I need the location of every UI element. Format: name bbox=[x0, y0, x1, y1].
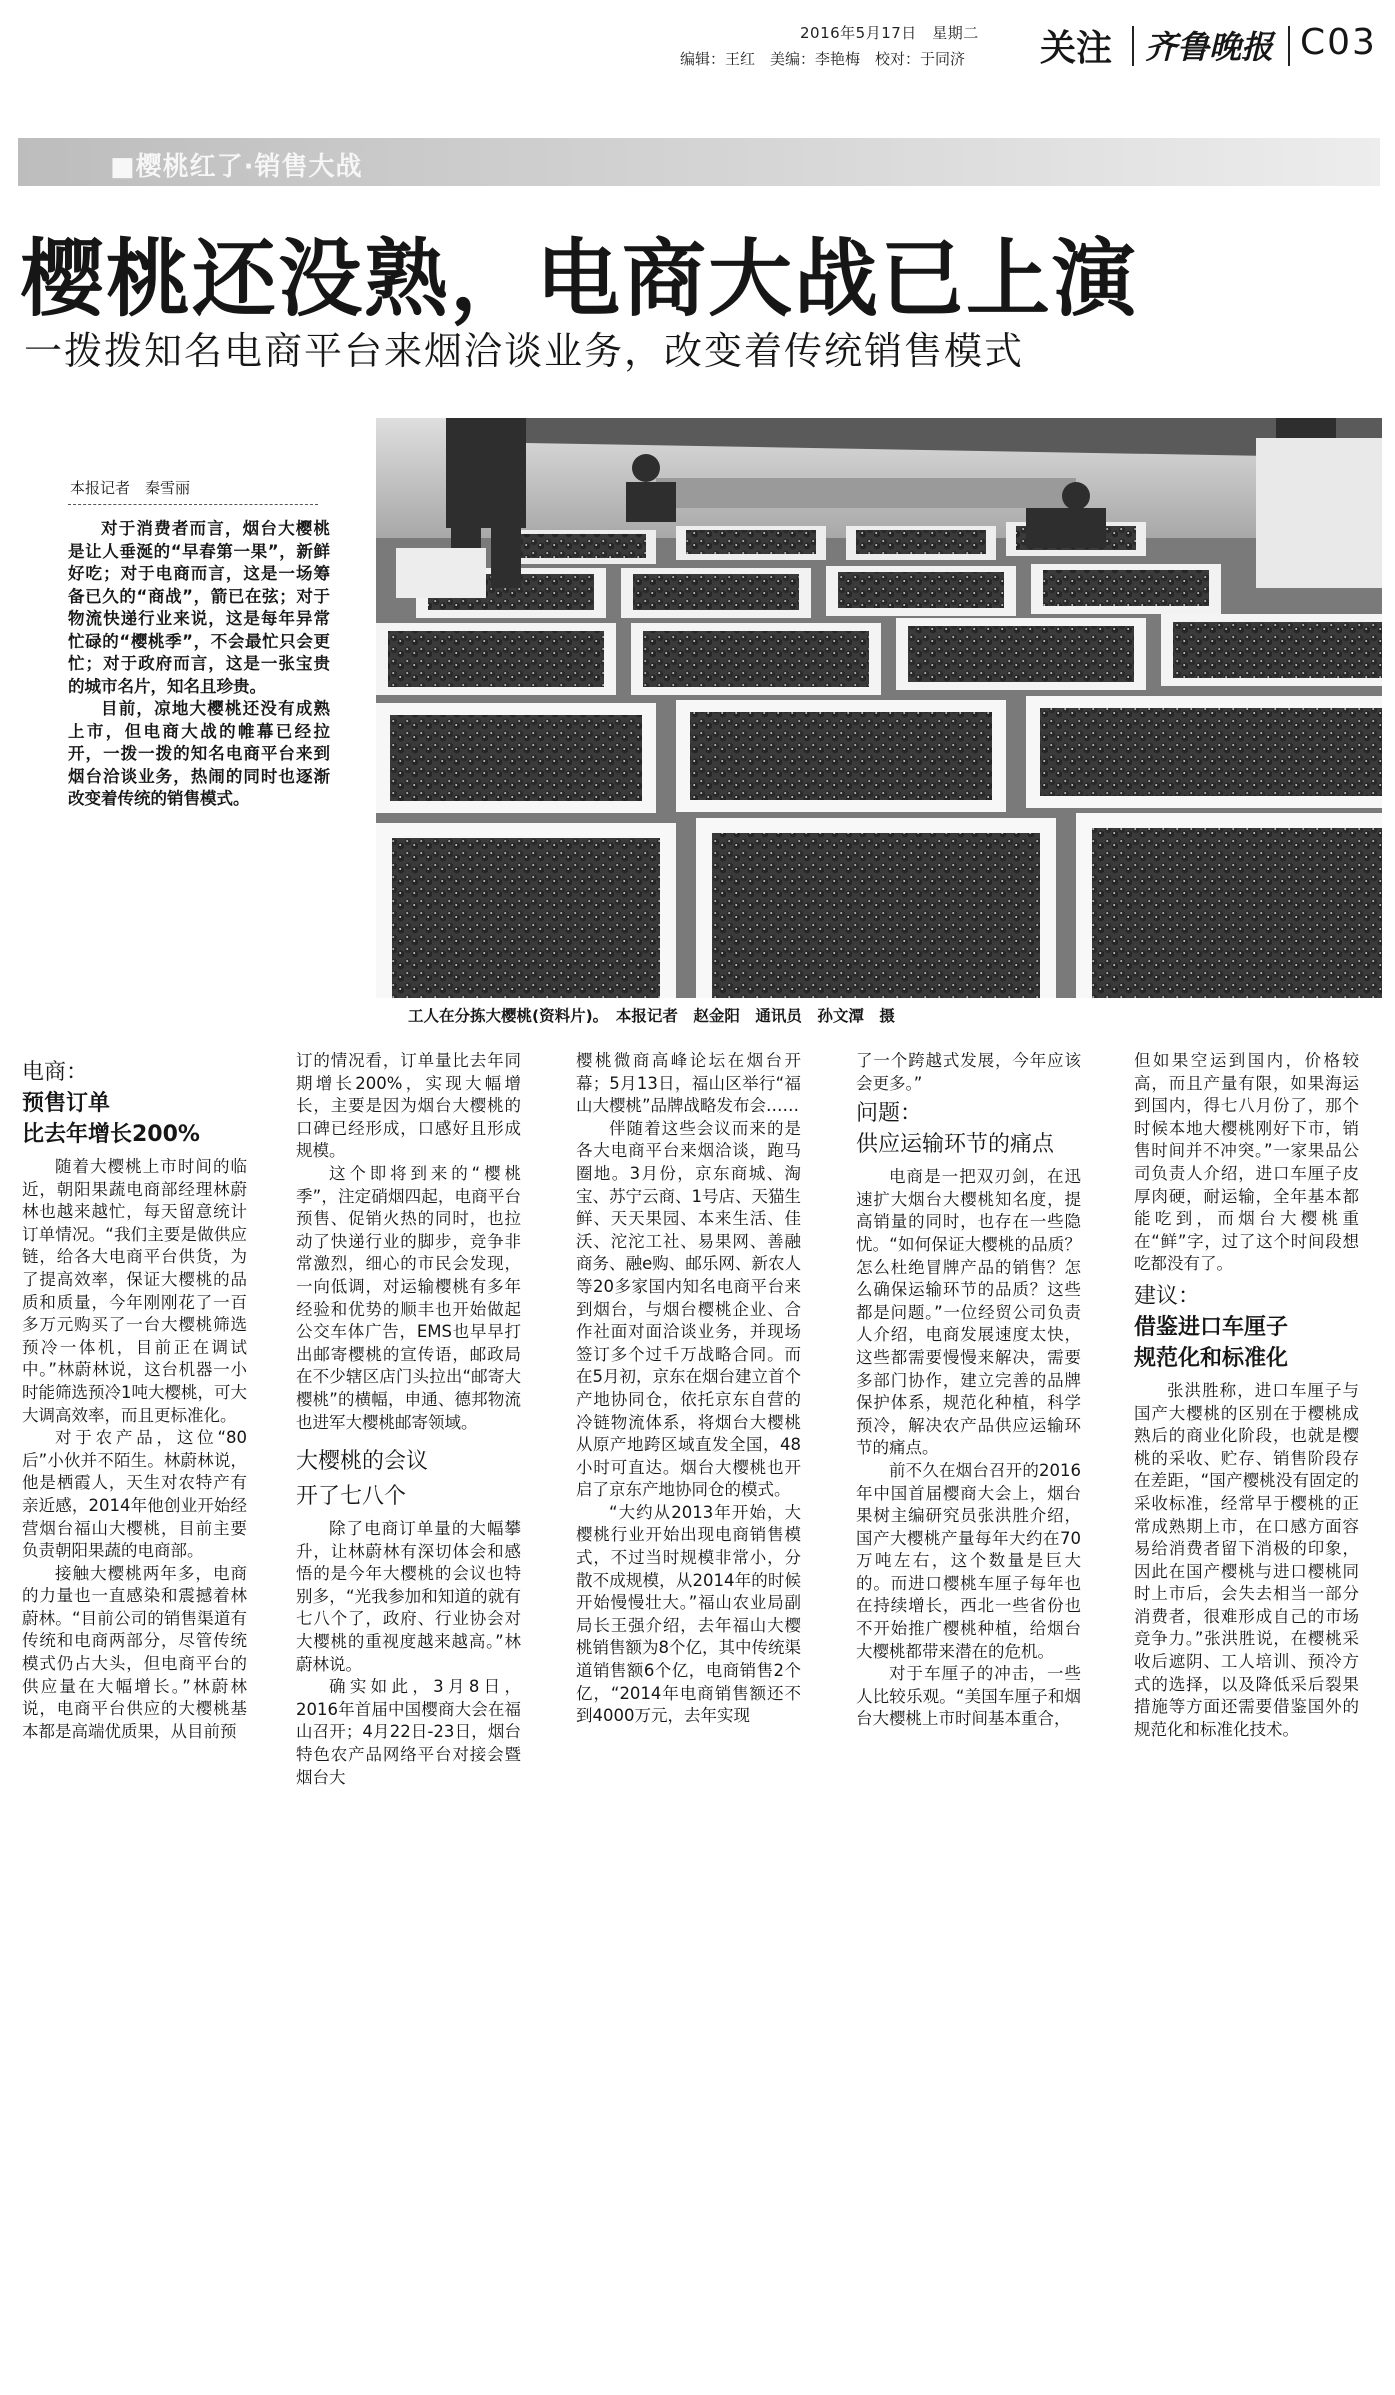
section-kicker: 电商： bbox=[22, 1060, 89, 1085]
body-paragraph: 张洪胜称，进口车厘子与国产大樱桃的区别在于樱桃成熟后的商业化阶段，也就是樱桃的采收、贮存、销售阶段存在差距，“国产樱桃没有固定的采收标准，经常早于樱桃的正常成熟期上市，在口感方面容易给消费者留下消极的印象，因此在国产樱桃与进口樱桃同时上市后，会失去相当一部分消费者，很难形成自己的市场竞争力。”张洪胜说，在樱桃采收后遮阴、工人培训、预冷方式的选择，以及降低采后裂果措施等方面还需要借鉴国外的规范化和标准化技术。 bbox=[1134, 1380, 1359, 1739]
body-paragraph: 确实如此，3月8日，2016年首届中国樱商大会在福山召开；4月22日-23日，烟台特色农产品网络平台对接会暨烟台大 bbox=[296, 1677, 521, 1787]
headline: 樱桃还没熟，电商大战已上演 bbox=[20, 229, 1139, 328]
section-heading: 开了七八个 bbox=[296, 1484, 407, 1510]
section-heading: 大樱桃的会议 bbox=[296, 1449, 429, 1475]
page-number: C03 bbox=[1300, 22, 1377, 63]
editor-credits: 编辑：王红 美编：李艳梅 校对：于同济 bbox=[680, 50, 966, 68]
lead-paragraphs bbox=[68, 518, 330, 811]
byline: 本报记者 秦雪丽 bbox=[70, 479, 191, 497]
article-column-4 bbox=[856, 1050, 1081, 1731]
body-paragraph: 伴随着这些会议而来的是各大电商平台来烟洽谈，跑马圈地。3月份，京东商城、淘宝、苏宁云商、1号店、天猫生鲜、天天果园、本来生活、佳沃、沱沱工社、易果网、善融商务、融e购、邮乐网、新农人等20多家国内知名电商平台来到烟台，与烟台樱桃企业、合作社面对面洽谈业务，并现场签订多个过千万战略合同。而在5月初，京东在烟台建立首个产地协同仓，依托京东自营的冷链物流体系，将烟台大樱桃从原产地跨区域直发全国，48小时可直达。烟台大樱桃也开启了京东产地协同仓的模式。 bbox=[576, 1118, 801, 1500]
body-paragraph: 除了电商订单量的大幅攀升，让林蔚林有深切体会和感悟的是今年大樱桃的会议也特别多，“光我参加和知道的就有七八个了，政府、行业协会对大樱桃的重视度越来越高。”林蔚林说。 bbox=[296, 1519, 521, 1674]
newspaper-logo: 齐鲁晚报 bbox=[1145, 28, 1274, 66]
body-paragraph: 对于农产品，这位“80后”小伙并不陌生。林蔚林说，他是栖霞人，天生对农特产有亲近感，2014年他创业开始经营烟台福山大樱桃，目前主要负责朝阳果蔬的电商部。 bbox=[22, 1428, 247, 1561]
section-heading: 供应运输环节的痛点 bbox=[856, 1132, 1055, 1158]
section-kicker: 问题： bbox=[856, 1101, 923, 1127]
byline-divider bbox=[68, 504, 318, 505]
body-paragraph: 这个即将到来的“樱桃季”，注定硝烟四起，电商平台预售、促销火热的同时，也拉动了快递行业的脚步，竞争非常激烈，细心的市民会发现，一向低调，对运输樱桃有多年经验和优势的顺丰也开始做起公交车体广告，EMS也早早打出邮寄樱桃的宣传语，邮政局在不少辖区店门头拉出“邮寄大樱桃”的横幅，申通、德邦物流也进军大樱桃邮寄领域。 bbox=[296, 1163, 521, 1432]
lead-paragraph: 目前，凉地大樱桃还没有成熟上市，但电商大战的帷幕已经拉开，一拨一拨的知名电商平台来到烟台洽谈业务，热闹的同时也逐渐改变着传统的销售模式。 bbox=[68, 699, 330, 808]
body-paragraph: 对于车厘子的冲击，一些人比较乐观。“美国车厘子和烟台大樱桃上市时间基本重合， bbox=[856, 1664, 1081, 1729]
article-column-2 bbox=[296, 1050, 521, 1789]
section-heading: 预售订单 bbox=[22, 1091, 111, 1116]
masthead-divider bbox=[1132, 26, 1134, 66]
section-band-label: ■樱桃红了·销售大战 bbox=[110, 152, 363, 182]
body-paragraph: 接触大樱桃两年多，电商的力量也一直感染和震撼着林蔚林。“目前公司的销售渠道有传统和电商两部分，尽管传统模式仍占大头，但电商平台的供应量在大幅增长。”林蔚林说，电商平台供应的大樱桃基本都是高端优质果，从目前预 bbox=[22, 1563, 247, 1741]
photo-caption: 工人在分拣大樱桃(资料片)。 本报记者 赵金阳 通讯员 孙文潭 摄 bbox=[408, 1007, 895, 1025]
section-kicker: 建议： bbox=[1134, 1283, 1201, 1309]
body-paragraph: 电商是一把双刃剑，在迅速扩大烟台大樱桃知名度，提高销量的同时，也存在一些隐忧。“如何保证大樱桃的品质？怎么杜绝冒牌产品的销售？怎么确保运输环节的品质？这些都是问题。”一位经贸公司负责人介绍，电商发展速度太快，这些都需要慢慢来解决，需要多部门协作，建立完善的品牌保护体系，规范化种植，科学预冷，解决农产品供应运输环节的痛点。 bbox=[856, 1167, 1081, 1458]
article-column-5 bbox=[1134, 1050, 1359, 1741]
lead-paragraph: 对于消费者而言，烟台大樱桃是让人垂涎的“早春第一果”，新鲜好吃；对于电商而言，这是一场筹备已久的“商战”，箭已在弦；对于物流快递行业来说，这是每年异常忙碌的“樱桃季”，不会最忙只会更忙；对于政府而言，这是一张宝贵的城市名片，知名且珍贵。 bbox=[68, 519, 330, 696]
body-paragraph: 了一个跨越式发展，今年应该会更多。” bbox=[856, 1051, 1081, 1093]
article-column-3 bbox=[576, 1050, 801, 1728]
masthead-divider bbox=[1288, 26, 1290, 66]
body-paragraph: 樱桃微商高峰论坛在烟台开幕；5月13日，福山区举行“福山大樱桃”品牌战略发布会…… bbox=[576, 1051, 801, 1116]
subheadline: 一拨拨知名电商平台来烟洽谈业务，改变着传统销售模式 bbox=[24, 329, 1025, 373]
body-paragraph: 前不久在烟台召开的2016年中国首届樱商大会上，烟台果树主编研究员张洪胜介绍，国产大樱桃产量每年大约在70万吨左右，这个数量是巨大的。而进口樱桃车厘子每年也在持续增长，西北一些省份也不开始推广樱桃种植，给烟台大樱桃都带来潜在的危机。 bbox=[856, 1460, 1081, 1661]
article-column-1 bbox=[22, 1058, 247, 1743]
section-name: 关注 bbox=[1040, 27, 1113, 69]
cherry-sorting-photo bbox=[376, 418, 1382, 998]
issue-date: 2016年5月17日 星期二 bbox=[800, 24, 979, 42]
body-paragraph: 订的情况看，订单量比去年同期增长200%，实现大幅增长，主要是因为烟台大樱桃的口碑已经形成，口感好且形成规模。 bbox=[296, 1051, 521, 1161]
section-heading: 借鉴进口车厘子 bbox=[1134, 1314, 1289, 1340]
body-paragraph: 但如果空运到国内，价格较高，而且产量有限，如果海运到国内，得七八月份了，那个时候本地大樱桃刚好下市，销售时间并不冲突。”一家果品公司负责人介绍，进口车厘子皮厚肉硬，耐运输，全年基本都能吃到，而烟台大樱桃重在“鲜”字，过了这个时间段想吃都没有了。 bbox=[1134, 1051, 1359, 1274]
body-paragraph: “大约从2013年开始，大樱桃行业开始出现电商销售模式，不过当时规模非常小，分散不成规模，从2014年的时候开始慢慢壮大。”福山农业局副局长王强介绍，去年福山大樱桃销售额为8个亿，其中传统渠道销售额6个亿，电商销售2个亿，“2014年电商销售额还不到4000万元，去年实现 bbox=[576, 1502, 801, 1726]
section-heading: 比去年增长200% bbox=[22, 1122, 200, 1147]
body-paragraph: 随着大樱桃上市时间的临近，朝阳果蔬电商部经理林蔚林也越来越忙，每天留意统计订单情况。“我们主要是做供应链，给各大电商平台供货，为了提高效率，保证大樱桃的品质和质量，今年刚刚花了一百多万元购买了一台大樱桃筛选预冷一体机，目前正在调试中。”林蔚林说，这台机器一小时能筛选预冷1吨大樱桃，可大大调高效率，而且更标准化。 bbox=[22, 1157, 247, 1425]
section-heading: 规范化和标准化 bbox=[1134, 1345, 1289, 1371]
